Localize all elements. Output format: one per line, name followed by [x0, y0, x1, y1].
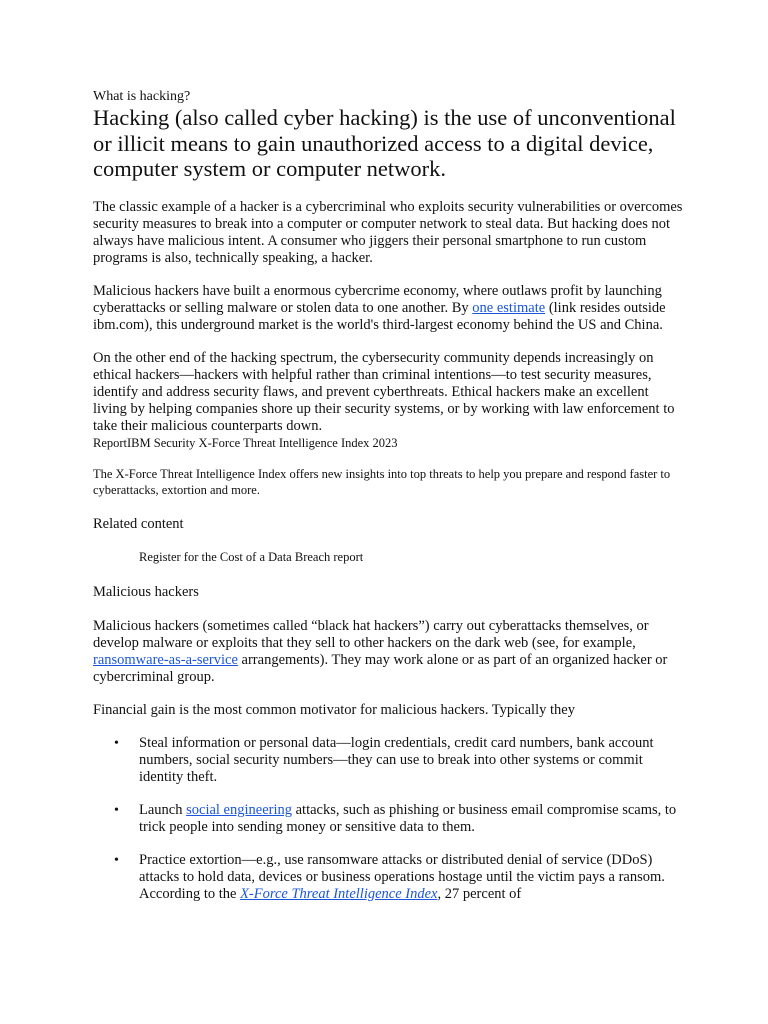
list-item	[93, 802, 683, 836]
related-content-heading: Related content	[93, 515, 184, 532]
eyebrow-label: What is hacking?	[93, 89, 191, 104]
motivator-list	[93, 735, 683, 903]
list-item-text: Launch	[139, 801, 187, 818]
financial-gain-paragraph: Financial gain is the most common motivator for malicious hackers. Typically they	[93, 701, 575, 718]
malicious-hackers-paragraph	[93, 618, 683, 686]
social-engineering-link[interactable]: social engineering	[186, 801, 292, 818]
paragraph-text: (link resides outside ibm.com), this underground market is the world's third-largest economy behind the US and China.	[93, 299, 666, 333]
ransomware-as-a-service-link[interactable]: ransomware-as-a-service	[93, 651, 238, 668]
list-item-text: Steal information or personal data—login credentials, credit card numbers, bank account numbers, social security numbers—they can use to break into other systems or commit identity theft.	[139, 734, 654, 785]
x-force-index-link[interactable]: X-Force Threat Intelligence Index	[240, 885, 438, 902]
article	[93, 88, 683, 919]
paragraph-text: arrangements). They may work alone or as part of an organized hacker or cybercriminal group.	[93, 651, 668, 685]
list-item-text: , 27 percent of	[437, 885, 522, 902]
intro-paragraph: The classic example of a hacker is a cybercriminal who exploits security vulnerabilities or overcomes security measures to break into a computer or computer network to steal data. But hacking does not always have malicious intent. A consumer who jiggers their personal smartphone to run custom programs is also, technically speaking, a hacker.	[93, 198, 683, 266]
ethical-hackers-paragraph: On the other end of the hacking spectrum, the cybersecurity community depends increasingly on ethical hackers—hackers with helpful rather than criminal intentions—to test security measures, identify and address security flaws, and prevent cyberthreats. Ethical hackers make an excellent living by helping companies shore up their security systems, or by working with law enforcement to take their malicious counterparts down.	[93, 349, 675, 434]
related-content-link[interactable]: Register for the Cost of a Data Breach report	[139, 549, 364, 564]
list-item	[93, 852, 683, 903]
list-item	[93, 735, 683, 786]
malicious-hackers-heading: Malicious hackers	[93, 583, 199, 600]
list-item-text: Practice extortion—e.g., use ransomware attacks or distributed denial of service (DDoS) attacks to hold data, devices or business operations hostage until the victim pays a ransom. According to the	[139, 851, 665, 902]
report-label[interactable]: ReportIBM Security X-Force Threat Intelligence Index 2023	[93, 435, 398, 450]
paragraph-text: Malicious hackers have built a enormous cybercrime economy, where outlaws profit by launching cyberattacks or selling malware or stolen data to one another. By	[93, 282, 662, 316]
economy-paragraph	[93, 283, 683, 334]
bullet-icon: •	[114, 802, 119, 818]
report-description: The X-Force Threat Intelligence Index offers new insights into top threats to help you prepare and respond faster to cyberattacks, extortion and more.	[93, 466, 671, 497]
list-item-text: attacks, such as phishing or business email compromise scams, to trick people into sending money or sensitive data to them.	[139, 801, 677, 835]
bullet-icon: •	[114, 735, 119, 751]
bullet-icon: •	[114, 852, 119, 868]
page-title: Hacking (also called cyber hacking) is the use of unconventional or illicit means to gain unauthorized access to a digital device, computer system or computer network.	[93, 105, 676, 181]
one-estimate-link[interactable]: one estimate	[472, 299, 546, 316]
paragraph-text: Malicious hackers (sometimes called “black hat hackers”) carry out cyberattacks themselves, or develop malware or exploits that they sell to other hackers on the dark web (see, for example,	[93, 617, 649, 651]
